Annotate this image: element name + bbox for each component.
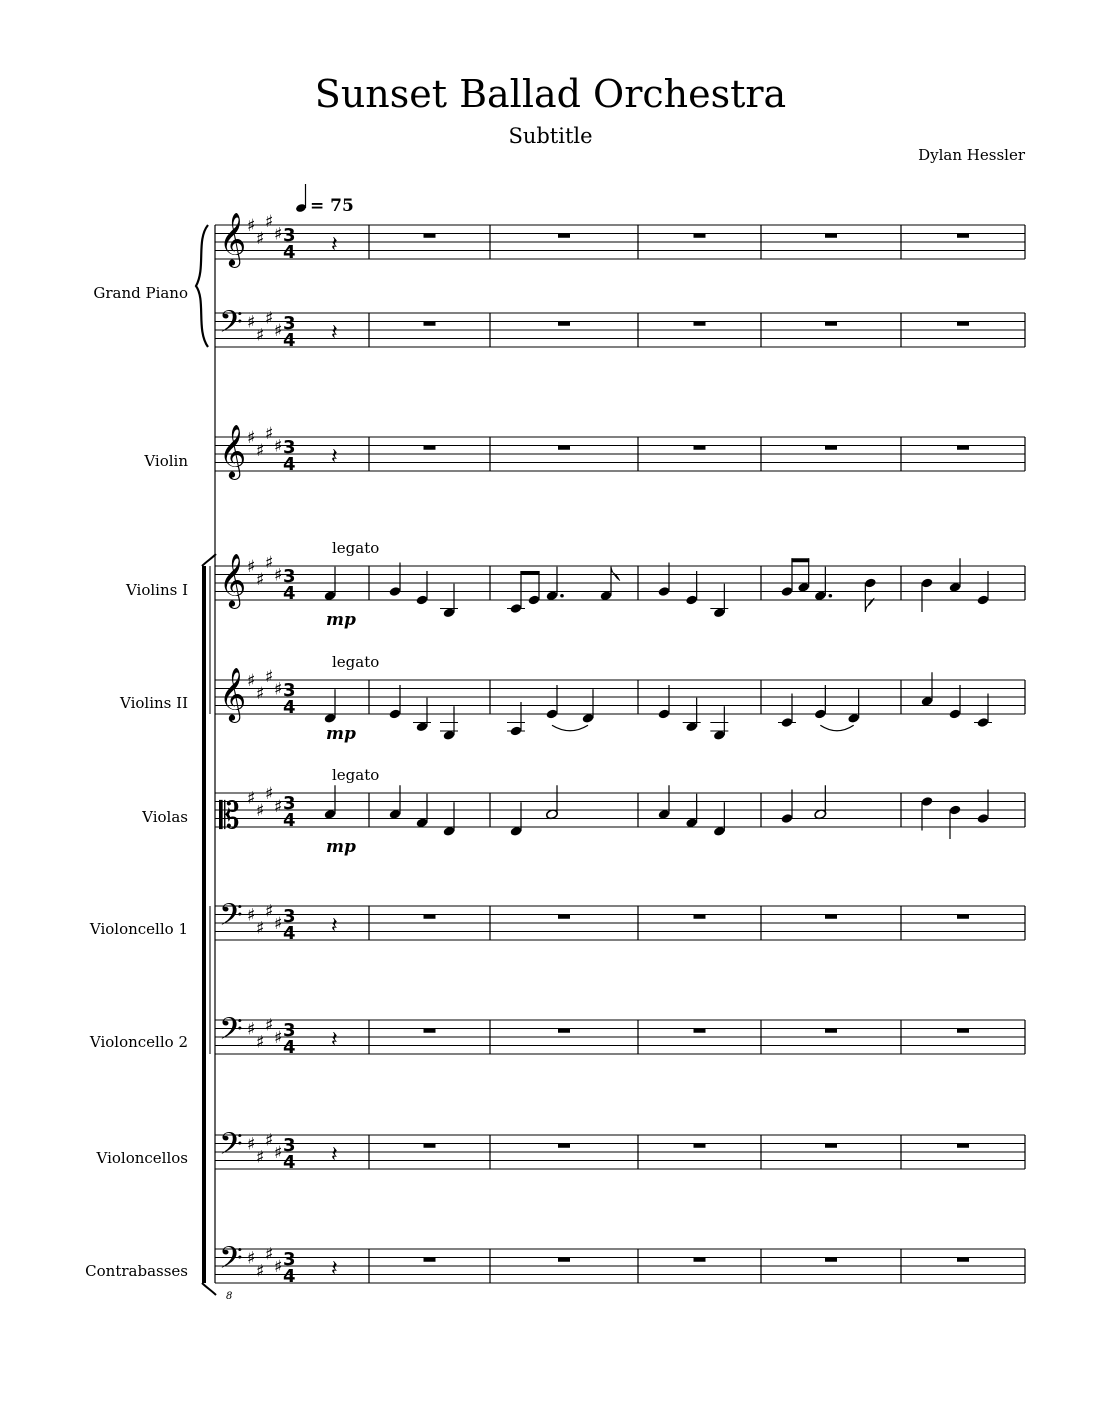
key-sharp-icon: ♯ <box>265 1015 274 1036</box>
instrument-name-violoncello-2: Violoncello 2 <box>89 1033 188 1051</box>
time-sig-numerator: 3 <box>283 566 296 587</box>
whole-rest <box>424 234 436 238</box>
piano-brace <box>196 225 208 347</box>
key-sharp-icon: ♯ <box>247 428 256 448</box>
key-sharp-icon: ♯ <box>265 308 274 329</box>
tempo-text: = 75 <box>310 196 354 216</box>
key-sharp-icon: ♯ <box>256 440 265 461</box>
staff-piano-rh <box>215 212 1025 268</box>
staff-violin <box>215 424 1025 480</box>
key-sharp-icon: ♯ <box>247 216 256 236</box>
eighth-flag <box>611 567 620 581</box>
key-sharp-icon: ♯ <box>265 901 274 922</box>
bass-clef-icon: 𝄢 <box>219 1011 243 1054</box>
quarter-rest-icon: 𝄽 <box>331 1142 338 1168</box>
strings-bracket-top-hook <box>202 554 216 566</box>
bass-clef-icon: 𝄢 <box>219 897 243 940</box>
instrument-name-violas: Violas <box>142 808 188 826</box>
whole-rest <box>694 446 706 450</box>
quarter-rest-icon: 𝄽 <box>331 320 338 346</box>
whole-rest <box>694 915 706 919</box>
key-sharp-icon: ♯ <box>247 905 256 926</box>
notes-violins2 <box>324 653 992 744</box>
alto-clef-icon: 𝄡 <box>219 794 240 837</box>
key-sharp-icon: ♯ <box>265 1244 274 1265</box>
whole-rest <box>558 1144 570 1148</box>
key-sharp-icon: ♯ <box>256 801 265 821</box>
time-sig-numerator: 3 <box>283 1020 296 1041</box>
key-sharp-icon: ♯ <box>265 211 274 232</box>
staff-violins2 <box>215 667 1025 723</box>
whole-rest <box>424 1258 436 1262</box>
key-sharp-icon: ♯ <box>247 1248 256 1269</box>
time-sig-denominator: 4 <box>283 242 296 263</box>
key-sharp-icon: ♯ <box>274 436 283 457</box>
notes-violas <box>324 766 990 857</box>
whole-rest <box>957 1144 969 1148</box>
time-sig-denominator: 4 <box>283 923 296 944</box>
time-sig-denominator: 4 <box>283 1266 296 1287</box>
quarter-rest-icon: 𝄽 <box>331 1256 338 1282</box>
whole-rest <box>424 322 436 326</box>
whole-rest <box>694 234 706 238</box>
whole-rest <box>957 915 969 919</box>
time-sig-denominator: 4 <box>283 330 296 351</box>
time-sig-numerator: 3 <box>283 313 296 334</box>
key-sharp-icon: ♯ <box>265 1130 274 1151</box>
key-sharp-icon: ♯ <box>247 788 256 809</box>
instrument-name-piano: Grand Piano <box>93 284 188 302</box>
treble-clef-icon: 𝄞 <box>219 552 247 607</box>
whole-rest <box>957 446 969 450</box>
whole-rest <box>825 915 837 919</box>
whole-rest <box>558 1258 570 1262</box>
treble-clef-icon: 𝄞 <box>219 666 247 721</box>
whole-rest <box>424 1144 436 1148</box>
whole-rest <box>424 446 436 450</box>
treble-clef-icon: 𝄞 <box>219 423 247 478</box>
key-sharp-icon: ♯ <box>256 325 265 346</box>
legato-marking: legato <box>332 766 380 784</box>
staff-cello2 <box>215 1011 1025 1058</box>
key-sharp-icon: ♯ <box>247 557 256 577</box>
strings-bracket <box>202 566 206 1283</box>
key-sharp-icon: ♯ <box>274 224 283 245</box>
key-sharp-icon: ♯ <box>265 552 274 573</box>
staff-cello1 <box>215 897 1025 944</box>
octave-8-mark: 8 <box>226 1291 233 1302</box>
key-sharp-icon: ♯ <box>274 914 283 934</box>
dynamic-mp: mp <box>326 724 356 744</box>
augmentation-dot <box>560 594 564 598</box>
staff-basses <box>215 1240 1025 1302</box>
quarter-rest-icon: 𝄽 <box>331 444 338 470</box>
augmentation-dot <box>829 594 833 598</box>
key-sharp-icon: ♯ <box>256 1147 265 1168</box>
whole-rest <box>825 1258 837 1262</box>
beam <box>791 558 809 562</box>
key-sharp-icon: ♯ <box>274 1143 283 1163</box>
dynamic-mp: mp <box>326 610 356 630</box>
key-sharp-icon: ♯ <box>265 784 274 804</box>
time-sig-denominator: 4 <box>283 583 296 604</box>
instrument-name-violoncellos: Violoncellos <box>96 1149 188 1167</box>
time-sig-denominator: 4 <box>283 1152 296 1173</box>
bass-clef-icon: 𝄢 <box>219 1240 243 1283</box>
time-sig-numerator: 3 <box>283 225 296 246</box>
whole-rest <box>957 322 969 326</box>
key-sharp-icon: ♯ <box>256 683 265 704</box>
quarter-rest-icon: 𝄽 <box>331 232 338 258</box>
time-sig-numerator: 3 <box>283 680 296 701</box>
time-sig-denominator: 4 <box>283 454 296 475</box>
whole-rest <box>558 915 570 919</box>
time-sig-denominator: 4 <box>283 697 296 718</box>
slur <box>820 725 853 731</box>
instrument-name-contrabasses: Contrabasses <box>85 1262 188 1280</box>
whole-rest <box>957 234 969 238</box>
time-sig-numerator: 3 <box>283 906 296 927</box>
instrument-name-violins-1: Violins I <box>125 581 188 599</box>
instrument-name-violoncello-1: Violoncello 1 <box>89 920 188 938</box>
whole-rest <box>957 1029 969 1033</box>
bass-clef-icon: 𝄢 <box>219 1126 243 1169</box>
key-sharp-icon: ♯ <box>247 671 256 691</box>
whole-rest <box>558 234 570 238</box>
key-sharp-icon: ♯ <box>256 918 265 939</box>
key-sharp-icon: ♯ <box>265 666 274 687</box>
staff-piano-lh <box>215 304 1025 351</box>
key-sharp-icon: ♯ <box>247 312 256 333</box>
key-sharp-icon: ♯ <box>256 1261 265 1282</box>
whole-rest <box>558 322 570 326</box>
slur <box>552 725 588 731</box>
tempo-mark <box>295 184 354 216</box>
score-title: Sunset Ballad Orchestra <box>314 72 787 116</box>
instrument-name-violin: Violin <box>144 452 188 470</box>
bass-clef-icon: 𝄢 <box>219 304 243 347</box>
quarter-rest-icon: 𝄽 <box>331 1027 338 1053</box>
treble-clef-icon: 𝄞 <box>219 211 247 266</box>
time-sig-numerator: 3 <box>283 1249 296 1270</box>
legato-marking: legato <box>332 653 380 671</box>
key-sharp-icon: ♯ <box>247 1134 256 1155</box>
whole-rest <box>558 446 570 450</box>
staff-cellos <box>215 1126 1025 1173</box>
time-sig-denominator: 4 <box>283 1037 296 1058</box>
key-sharp-icon: ♯ <box>274 1028 283 1048</box>
whole-rest <box>825 446 837 450</box>
whole-rest <box>825 1144 837 1148</box>
time-sig-denominator: 4 <box>283 810 296 831</box>
whole-rest <box>558 1029 570 1033</box>
key-sharp-icon: ♯ <box>274 679 283 700</box>
beam <box>520 571 539 575</box>
time-sig-numerator: 3 <box>283 437 296 458</box>
whole-rest <box>424 915 436 919</box>
composer-name: Dylan Hessler <box>918 146 1025 164</box>
notes-violins1 <box>324 539 990 630</box>
time-sig-numerator: 3 <box>283 793 296 814</box>
whole-rest <box>957 1258 969 1262</box>
whole-rest <box>825 1029 837 1033</box>
whole-rest <box>825 322 837 326</box>
key-sharp-icon: ♯ <box>274 565 283 586</box>
score-subtitle: Subtitle <box>508 124 593 148</box>
instrument-name-violins-2: Violins II <box>120 694 188 712</box>
key-sharp-icon: ♯ <box>256 569 265 590</box>
time-sig-numerator: 3 <box>283 1135 296 1156</box>
whole-rest <box>825 234 837 238</box>
whole-rest <box>694 1029 706 1033</box>
legato-marking: legato <box>332 539 380 557</box>
key-sharp-icon: ♯ <box>274 321 283 341</box>
staff-violas <box>215 784 1025 837</box>
whole-rest <box>694 322 706 326</box>
key-sharp-icon: ♯ <box>256 1032 265 1053</box>
key-sharp-icon: ♯ <box>256 228 265 249</box>
strings-bracket-bottom-hook <box>202 1283 216 1295</box>
key-sharp-icon: ♯ <box>247 1019 256 1040</box>
whole-rest <box>694 1144 706 1148</box>
key-sharp-icon: ♯ <box>274 1257 283 1277</box>
key-sharp-icon: ♯ <box>265 423 274 444</box>
whole-rest <box>424 1029 436 1033</box>
key-sharp-icon: ♯ <box>274 796 283 817</box>
quarter-rest-icon: 𝄽 <box>331 913 338 939</box>
dynamic-mp: mp <box>326 837 356 857</box>
whole-rest <box>694 1258 706 1262</box>
